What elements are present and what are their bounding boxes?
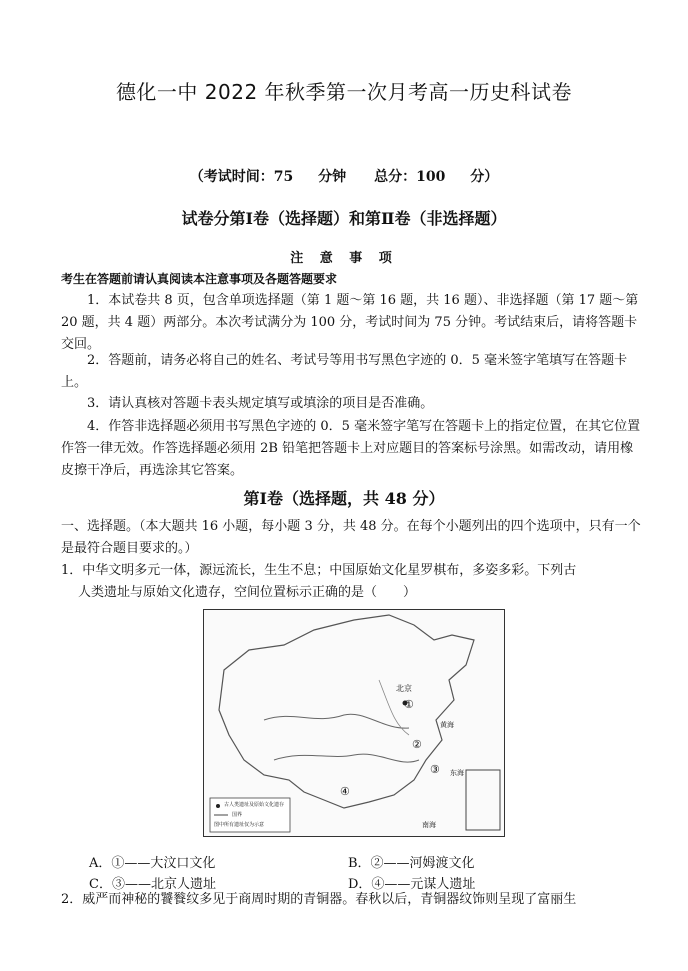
map-label-east-sea: 东海 (450, 769, 464, 777)
exam-subtitle: 试卷分第Ⅰ卷（选择题）和第Ⅱ卷（非选择题） (181, 209, 507, 228)
legend-text-border: 国界 (232, 812, 243, 818)
map-marker-3: ③ (430, 763, 440, 776)
question-1-line1: 1．中华文明多元一体，源远流长，生生不息；中国原始文化星罗棋布，多姿多彩。下列古 (61, 563, 577, 578)
river-yellow (264, 714, 409, 728)
question-1-line2: 人类遗址与原始文化遗存，空间位置标示正确的是（ ） (78, 585, 417, 600)
exam-time-info: （考试时间：75 分钟 总分：100 分） (189, 169, 499, 185)
q1-option-a[interactable]: A．①——大汶口文化 (89, 856, 216, 871)
map-marker-4: ④ (340, 785, 350, 798)
q1-option-d[interactable]: D．④——元谋人遗址 (348, 877, 476, 892)
china-outline (219, 615, 474, 808)
notice-item-2: 2．答题前，请务必将自己的姓名、考试号等用书写黑色字迹的 0．5 毫米签字笔填写在答题卡上。 (61, 353, 628, 390)
notice-item-4: 4．作答非选择题必须用书写黑色字迹的 0．5 毫米签字笔写在答题卡上的指定位置，在其它位置作答一律无效。作答选择题必须用 2B 铅笔把答题卡上对应题目的答案标号涂黑。如需改动，请用橡皮擦干净后，再选涂其它答案。 (61, 419, 641, 478)
map-label-yellow-sea: 黄海 (440, 721, 454, 729)
china-map (203, 609, 505, 837)
map-marker-1: ① (404, 698, 414, 711)
notice-item-3: 3．请认真核对答题卡表头规定填写或填涂的项目是否准确。 (87, 396, 434, 411)
notice-heading: 注 意 事 项 (290, 251, 398, 266)
notice-item-1: 1．本试卷共 8 页，包含单项选择题（第 1 题～第 16 题，共 16 题）、非选择题（第 17 题～第 20 题，共 4 题）两部分。本次考试满分为 100 分，考试时间为 75 分钟。考试结束后，请将答题卡交回。 (61, 293, 639, 352)
legend-text-note: 图中所有遗址仅为示意 (214, 822, 265, 828)
section-1-intro: 一、选择题。（本大题共 16 小题，每小题 3 分，共 48 分。在每个小题列出的四个选项中，只有一个是最符合题目要求的。） (61, 519, 641, 556)
exam-title: 德化一中 2022 年秋季第一次月考高一历史科试卷 (115, 80, 573, 104)
question-2-line1: 2．威严而神秘的饕餮纹多见于商周时期的青铜器。春秋以后，青铜器纹饰则呈现了富丽生 (61, 892, 577, 907)
q1-option-c[interactable]: C．③——北京人遗址 (89, 877, 216, 892)
question-1 (61, 560, 641, 604)
river-yangtze (274, 754, 419, 762)
q1-option-b[interactable]: B．②——河姆渡文化 (348, 856, 475, 871)
legend-site-dot (216, 804, 220, 808)
notice-lead: 考生在答题前请认真阅读本注意事项及各题答题要求 (61, 272, 338, 286)
section-1-title: 第Ⅰ卷（选择题，共 48 分） (243, 489, 445, 508)
legend-text-site: 古人类遗址及原始文化遗存 (224, 802, 285, 808)
map-marker-2: ② (412, 738, 422, 751)
south-sea-inset (466, 770, 500, 830)
map-label-beijing: 北京 (396, 684, 412, 693)
map-label-south-sea: 南海 (422, 821, 436, 829)
